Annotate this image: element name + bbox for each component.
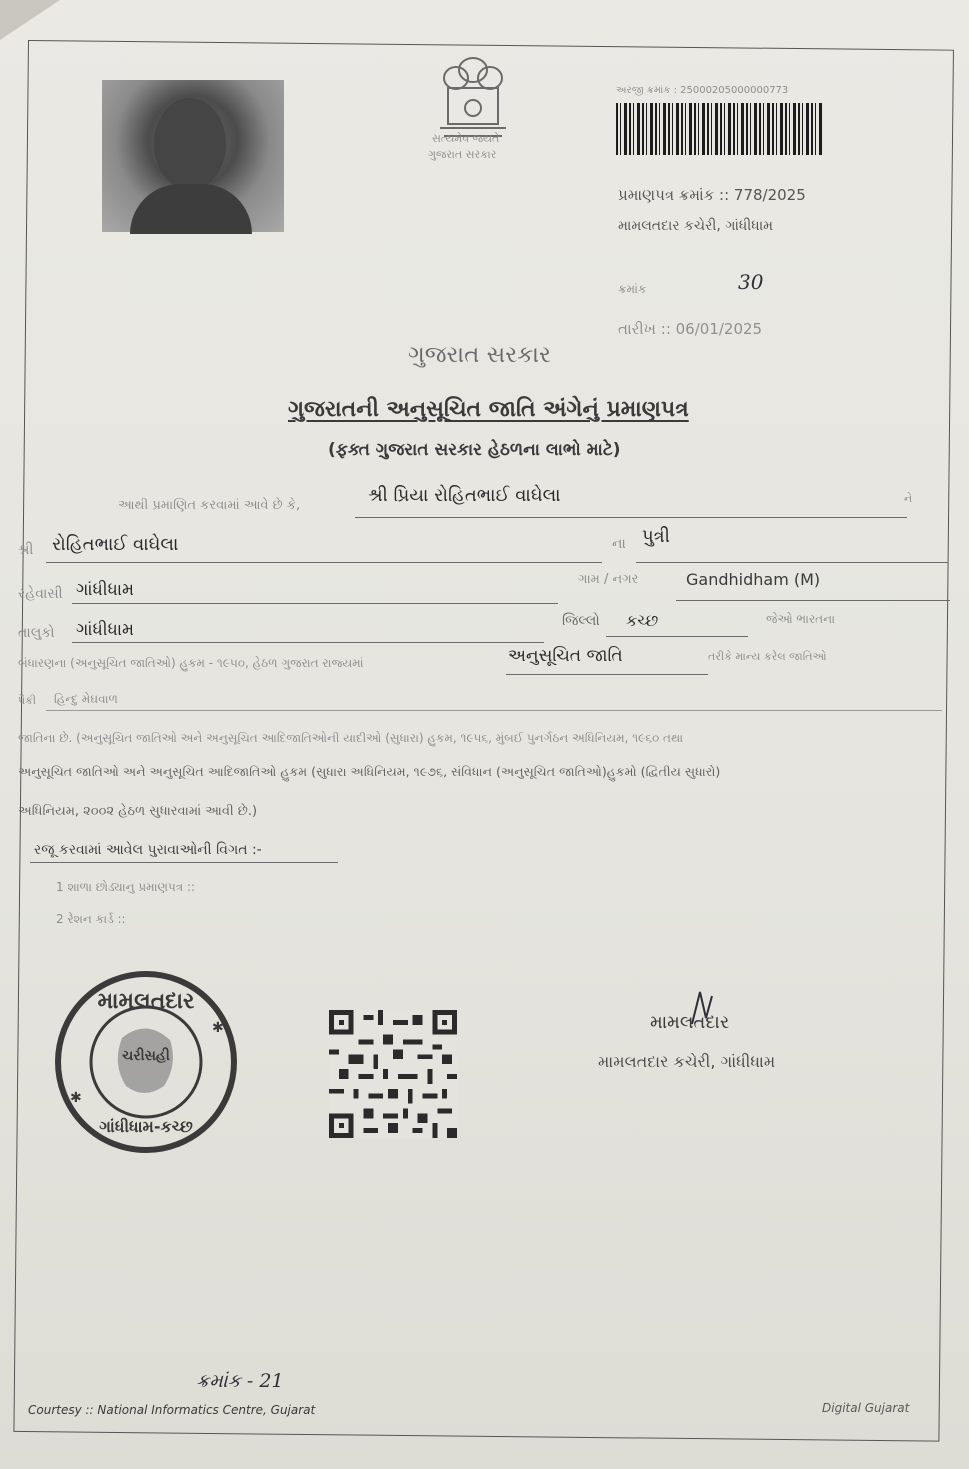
handwritten-note: ક્રમાંક - 21 (196, 1370, 284, 1392)
signatory-designation: મામલતદાર (650, 1012, 730, 1033)
caste-category: અનુસૂચિત જાતિ (508, 646, 623, 666)
seal-middle-text: ચરીસહી (122, 1048, 170, 1064)
evidence-item: 2 રેશન કાર્ડ :: (56, 912, 126, 926)
barcode (616, 103, 824, 155)
relation-line (636, 562, 948, 563)
register-value: 30 (738, 270, 764, 294)
applicant-photo (102, 80, 284, 232)
district-label: જિલ્લો (562, 613, 600, 629)
footer-courtesy: Courtesy :: National Informatics Centre, Gujarat (28, 1403, 316, 1417)
shri-label: શ્રી (18, 542, 34, 558)
applicant-name: શ્રી પ્રિયા રોહિતભાઈ વાઘેલા (368, 485, 561, 506)
svg-text:✱: ✱ (70, 1090, 82, 1106)
father-name: રોહિતભાઈ વાઘેલા (52, 534, 179, 555)
emblem-caption: ગુજરાત સરકાર (428, 148, 497, 161)
government-title: ગુજરાત સરકાર (408, 342, 551, 368)
qr-code (328, 1010, 458, 1138)
para-line-3: અધિનિયમ, ૨૦૦૨ હેઠળ સુધારવામાં આવી છે.) (18, 804, 258, 819)
issuing-office: મામલતદાર કચેરી, ગાંધીધામ (618, 218, 774, 234)
signature-mark (686, 988, 716, 1028)
certificate-subtitle: (ફક્ત ગુજરાત સરકાર હેઠળના લાભો માટે) (328, 440, 621, 460)
constitution-trail: જેઓ ભારતના (766, 612, 836, 626)
application-number: અરજી ક્રમાંક : 25000205000000773 (616, 85, 789, 96)
district-value: કચ્છ (626, 611, 659, 630)
subcaste-value: હિન્દુ મેઘવાળ (54, 692, 118, 706)
relation-prefix: ના (612, 536, 626, 552)
register-label: ક્રમાંક (618, 282, 647, 296)
certificate-number: પ્રમાણપત્ર ક્રમાંક :: 778/2025 (618, 186, 806, 204)
village-label: ગામ / નગર (578, 572, 639, 587)
district-line (606, 636, 748, 637)
emblem-motto: સત્યમેવ જયતે (432, 132, 500, 145)
evidence-line (30, 862, 338, 863)
seal-top-text: મામલતદાર (97, 989, 195, 1014)
para-line-1: જાતિના છે. (અનુસૂચિત જાતિઓ અને અનુસૂચિત આદિજાતિઓની યાદીઓ (સુધારા) હુકમ, ૧૯૫૬, મુંબઈ પુનર્ગઠન અધિનિયમ, ૧૯૬૦ તથા (18, 731, 684, 745)
seal-bottom-text: ગાંધીધામ-કચ્છ (99, 1117, 193, 1136)
village-line (676, 600, 950, 601)
relation-value: પુત્રી (642, 526, 670, 547)
state-emblem (426, 52, 520, 162)
office-seal (52, 968, 240, 1156)
recognized-text: તરીકે માન્ય કરેલ જાતિઓ (708, 650, 827, 663)
father-line (46, 562, 602, 563)
evidence-item: 1 શાળા છોડ્યાનુ પ્રમાણપત્ર :: (56, 880, 196, 894)
evidence-heading: રજૂ કરવામાં આવેલ પુરાવાઓની વિગત :- (34, 842, 262, 858)
order-text: બંધારણના (અનુસૂચિત જાતિઓ) હુકમ - ૧૯૫૦, હેઠળ ગુજરાત રાજ્યમાં (18, 656, 364, 670)
signatory-office: મામલતદાર કચેરી, ગાંધીધામ (598, 1052, 776, 1071)
resident-label: રહેવાસી (18, 586, 63, 602)
resident-line (72, 603, 558, 604)
applicant-suffix: ને (904, 492, 913, 505)
issue-date: તારીખ :: 06/01/2025 (618, 320, 763, 338)
village-value: Gandhidham (M) (686, 570, 821, 589)
certify-prefix: આથી પ્રમાણિત કરવામાં આવે છે કે, (118, 498, 301, 513)
para-line-2: અનુસૂચિત જાતિઓ અને અનુસૂચિત આદિજાતિઓ હુકમ (સુધારા અધિનિયમ, ૧૯૭૬, સંવિધાન (અનુસૂચિત જાતિઓ)હુકમો (દ્વિતીય સુધારો) (18, 764, 721, 779)
taluka-value: ગાંધીધામ (76, 620, 135, 640)
taluka-line (72, 642, 544, 643)
category-line (506, 674, 708, 675)
svg-text:✱: ✱ (212, 1020, 224, 1036)
footer-brand: Digital Gujarat (822, 1401, 910, 1415)
subcaste-line (46, 710, 942, 711)
name-line (355, 517, 907, 518)
resident-value: ગાંધીધામ (76, 580, 135, 600)
subcaste-label: પૈકી (18, 694, 37, 707)
taluka-label: તાલુકો (18, 625, 55, 641)
certificate-title: ગુજરાતની અનુસૂચિત જાતિ અંગેનું પ્રમાણપત્ર (288, 397, 689, 422)
